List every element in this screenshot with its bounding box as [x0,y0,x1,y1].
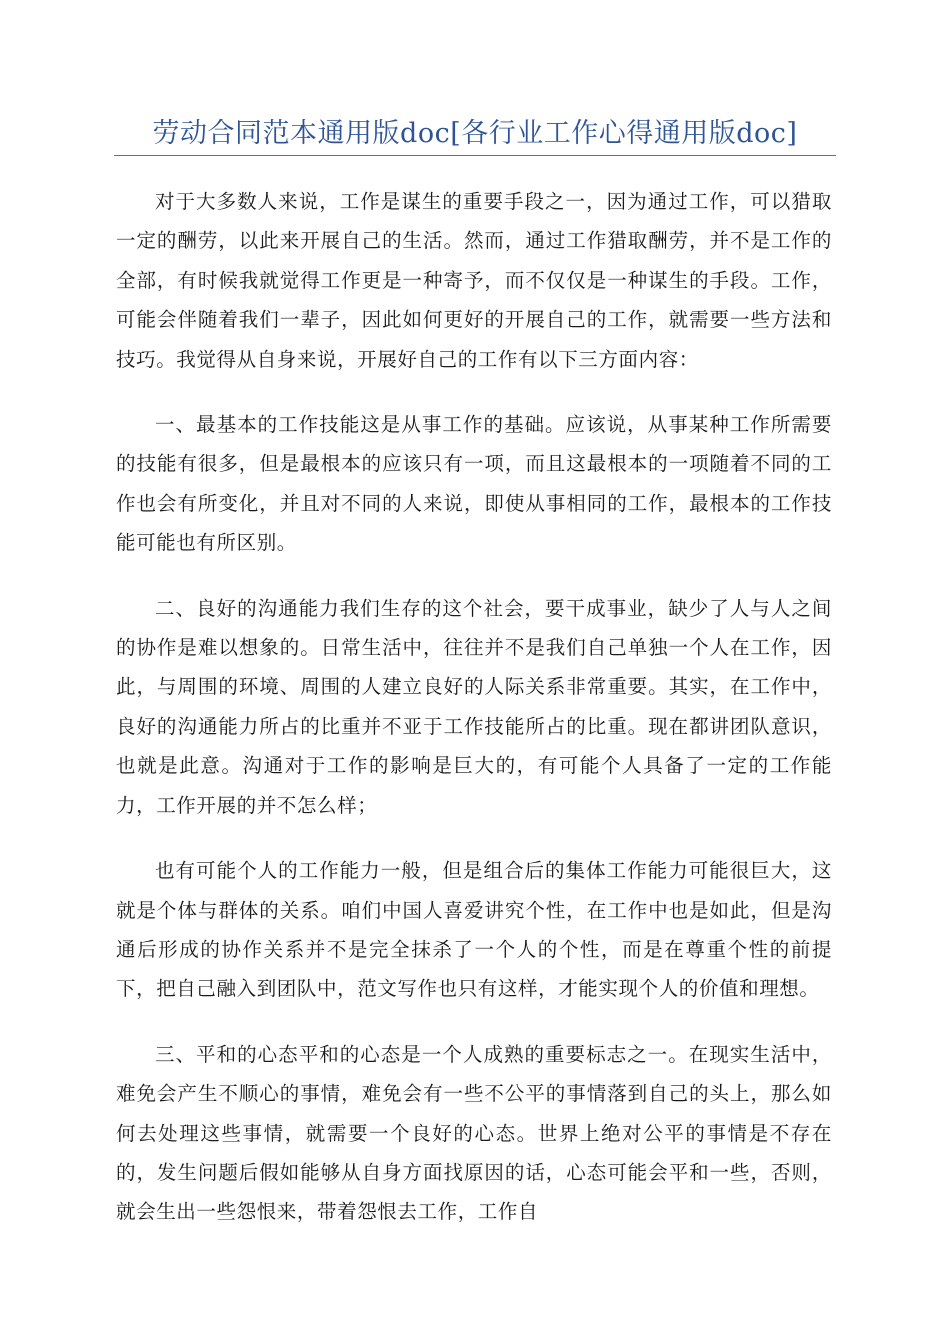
paragraph-communication: 二、良好的沟通能力我们生存的这个社会，要干成事业，缺少了人与人之间的协作是难以想象的。日常生活中，往往并不是我们自己单独一个人在工作，因此，与周围的环境、周围的人建立良好的人际关系非常重要。其实，在工作中，良好的沟通能力所占的比重并不亚于工作技能所占的比重。现在都讲团队意识，也就是此意。沟通对于工作的影响是巨大的，有可能个人具备了一定的工作能力，工作开展的并不怎么样； [116,596,832,817]
document-body [116,182,832,1232]
title-underline [114,155,836,156]
document-title: 劳动合同范本通用版doc[各行业工作心得通用版doc] [152,118,798,149]
paragraph-intro: 对于大多数人来说，工作是谋生的重要手段之一，因为通过工作，可以猎取一定的酬劳，以此来开展自己的生活。然而，通过工作猎取酬劳，并不是工作的全部，有时候我就觉得工作更是一种寄予，而不仅仅是一种谋生的手段。工作，可能会伴随着我们一辈子，因此如何更好的开展自己的工作，就需要一些方法和技巧。我觉得从自身来说，开展好自己的工作有以下三方面内容： [116,190,832,371]
paragraph-work-skills: 一、最基本的工作技能这是从事工作的基础。应该说，从事某种工作所需要的技能有很多，但是最根本的应该只有一项，而且这最根本的一项随着不同的工作也会有所变化，并且对不同的人来说，即使从事相同的工作，最根本的工作技能可能也有所区别。 [116,413,832,555]
paragraph-mindset: 三、平和的心态平和的心态是一个人成熟的重要标志之一。在现实生活中，难免会产生不顺心的事情，难免会有一些不公平的事情落到自己的头上，那么如何去处理这些事情，就需要一个良好的心态。世界上绝对公平的事情是不存在的，发生问题后假如能够从自身方面找原因的话，心态可能会平和一些，否则，就会生出一些怨恨来，带着怨恨去工作，工作自 [116,1042,832,1224]
paragraph-teamwork: 也有可能个人的工作能力一般，但是组合后的集体工作能力可能很巨大，这就是个体与群体的关系。咱们中国人喜爱讲究个性，在工作中也是如此，但是沟通后形成的协作关系并不是完全抹杀了一个人的个性，而是在尊重个性的前提下，把自己融入到团队中，范文写作也只有这样，才能实现个人的价值和理想。 [116,859,832,1001]
